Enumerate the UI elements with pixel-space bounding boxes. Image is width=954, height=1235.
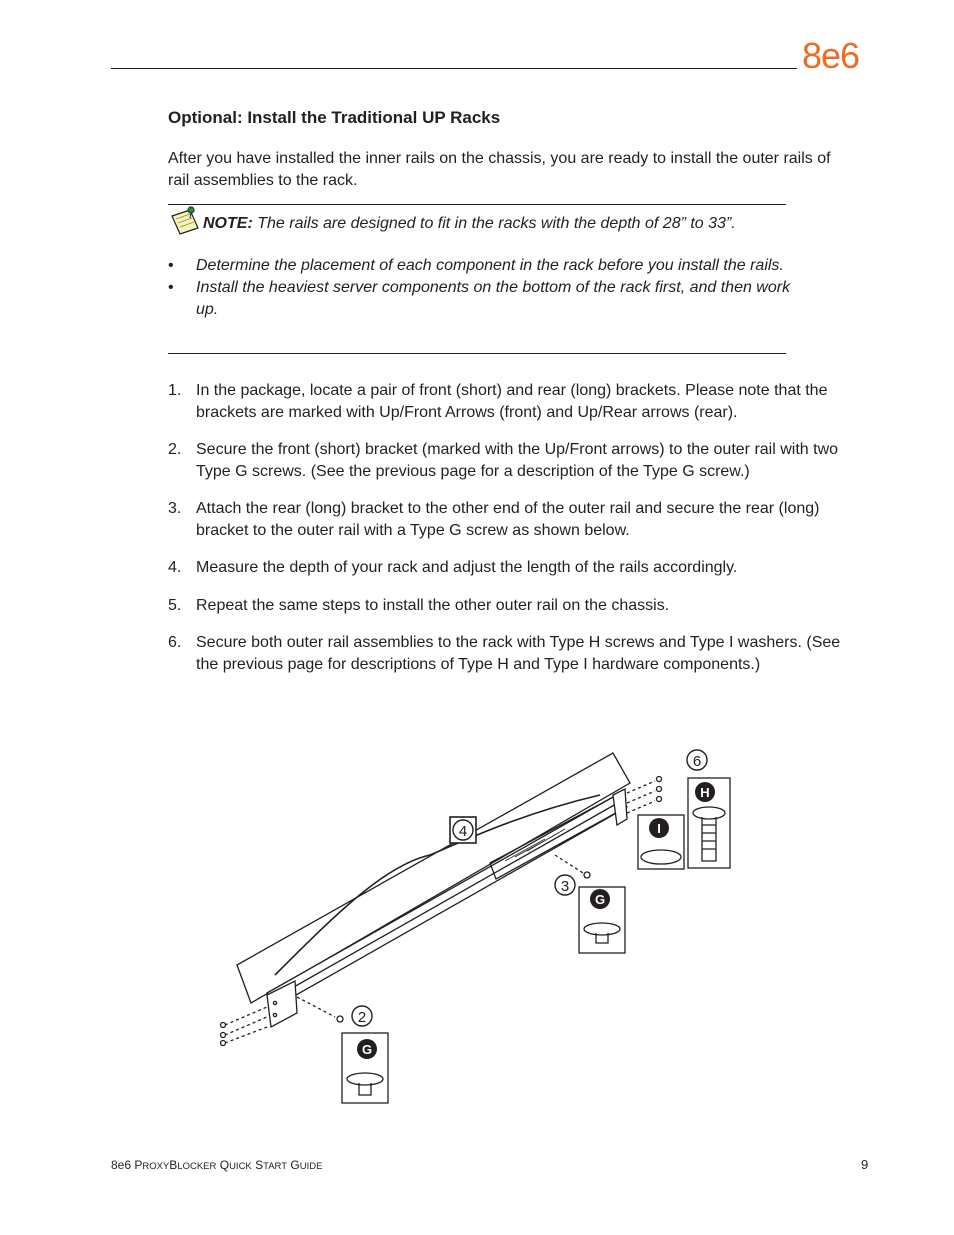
note-bottom-rule bbox=[168, 353, 786, 354]
callout-4: 4 bbox=[458, 823, 468, 840]
callout-3: 3 bbox=[560, 878, 570, 895]
list-item: • Install the heaviest server components on the bottom of the rack first, and then work up. bbox=[168, 277, 798, 321]
footer-guide-title: 8e6 PROXYBLOCKER QUICK START GUIDE bbox=[111, 1158, 323, 1172]
hardware-label-i: I bbox=[657, 821, 661, 836]
intro-paragraph: After you have installed the inner rails on the chassis, you are ready to install the outer rails of rail assemblies to the rack. bbox=[168, 150, 831, 189]
callout-6: 6 bbox=[692, 753, 702, 770]
brand-logo: 8e6 bbox=[802, 35, 860, 76]
list-item: 5. Repeat the same steps to install the other outer rail on the chassis. bbox=[168, 596, 670, 614]
list-item: 2. Secure the front (short) bracket (marked with the Up/Front arrows) to the outer rail with two Type G screws. (See the previous page for a description of the Type G screw.) bbox=[168, 441, 839, 480]
list-item: 4. Measure the depth of your rack and adjust the length of the rails accordingly. bbox=[168, 559, 738, 576]
page-number: 9 bbox=[861, 1157, 869, 1172]
list-item: 6. Secure both outer rail assemblies to the rack with Type H screws and Type I washers. (See the previous page for descriptions of Type H and Type I hardware components.) bbox=[168, 634, 841, 673]
header-rule bbox=[111, 68, 797, 69]
note-body: The rails are designed to fit in the racks with the depth of 28” to 33”. bbox=[257, 215, 736, 232]
note-text bbox=[203, 215, 736, 233]
note-bullet-list bbox=[168, 255, 798, 321]
hardware-label-g: G bbox=[361, 1042, 373, 1057]
list-item: 3. Attach the rear (long) bracket to the other end of the outer rail and secure the rear (long) bracket to the outer rail with a Type G screw as shown below. bbox=[168, 500, 820, 539]
callout-2: 2 bbox=[357, 1009, 367, 1026]
section-title: Optional: Install the Traditional UP Racks bbox=[168, 108, 501, 127]
step-list bbox=[168, 380, 848, 691]
hardware-label-h: H bbox=[700, 785, 710, 800]
note-label: NOTE: bbox=[203, 215, 253, 232]
hardware-label-g: G bbox=[594, 892, 606, 907]
note-pad-icon bbox=[170, 206, 200, 236]
note-top-rule bbox=[168, 204, 786, 205]
list-item: 1. In the package, locate a pair of front (short) and rear (long) brackets. Please note that the brackets are marked with Up/Front Arrows (front) and Up/Rear arrows (rear). bbox=[168, 382, 828, 421]
rail-installation-diagram bbox=[215, 745, 755, 1110]
list-item: • Determine the placement of each component in the rack before you install the rails. bbox=[168, 255, 798, 277]
